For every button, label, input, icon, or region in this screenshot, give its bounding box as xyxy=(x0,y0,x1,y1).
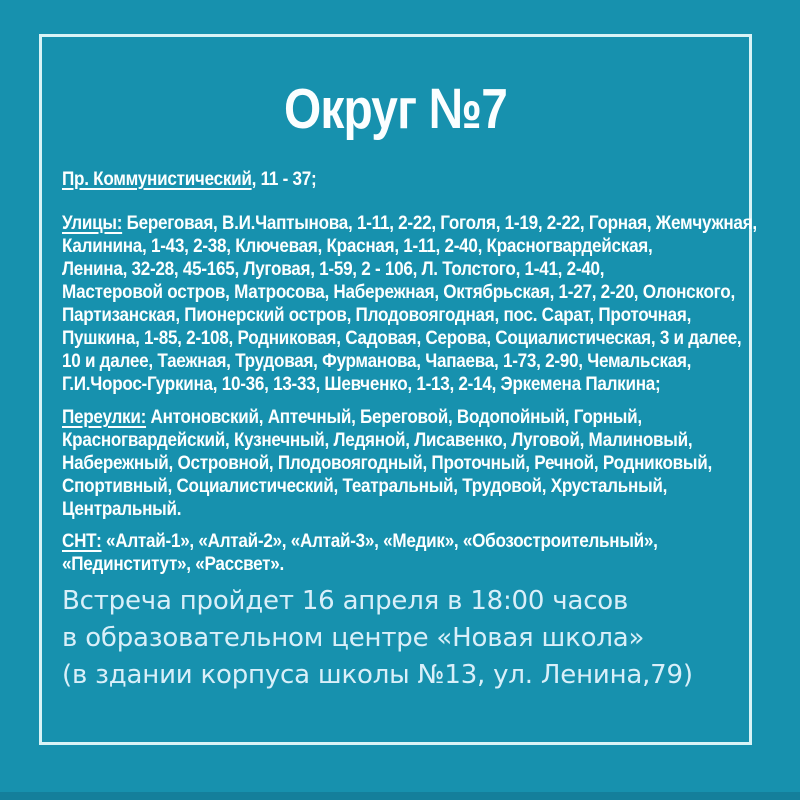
streets-label: Улицы: xyxy=(62,213,123,234)
bottom-edge-shade xyxy=(0,792,800,800)
prospekt-label: Пр. Коммунистический xyxy=(62,169,252,190)
streets-line: Пушкина, 1-85, 2-108, Родниковая, Садовая, Серова, Социалистическая, 3 и далее, xyxy=(62,328,742,349)
section-snt xyxy=(62,530,658,576)
lanes-label: Переулки: xyxy=(62,407,147,428)
lanes-line: Спортивный, Социалистический, Театральный, Трудовой, Хрустальный, xyxy=(62,476,668,497)
snt-line: «Пединститут», «Рассвет». xyxy=(62,554,284,575)
lanes-line: Красногвардейский, Кузнечный, Ледяной, Лисавенко, Луговой, Малиновый, xyxy=(62,430,693,451)
lanes-line: Набережный, Островной, Плодовоягодный, Проточный, Речной, Родниковый, xyxy=(62,453,712,474)
page-title: Округ №7 xyxy=(284,77,507,141)
streets-line: 10 и далее, Таежная, Трудовая, Фурманова, Чапаева, 1-73, 2-90, Чемальская, xyxy=(62,351,692,372)
streets-line: Партизанская, Пионерский остров, Плодовоягодная, пос. Сарат, Проточная, xyxy=(62,305,692,326)
announcement-line: в образовательном центре «Новая школа» xyxy=(62,623,645,653)
prospekt-range: , 11 - 37; xyxy=(251,169,317,190)
lanes-text: Антоновский, Аптечный, Береговой, Водопойный, Горный, xyxy=(146,407,642,428)
section-prospekt xyxy=(62,168,316,191)
snt-label: СНТ: xyxy=(62,531,102,552)
lanes-line xyxy=(62,406,712,429)
section-lanes xyxy=(62,406,712,521)
announcement-line: (в здании корпуса школы №13, ул. Ленина,79) xyxy=(62,660,693,690)
streets-text: Береговая, В.И.Чаптынова, 1-11, 2-22, Гоголя, 1-19, 2-22, Горная, Жемчужная, xyxy=(122,213,757,234)
lanes-line: Центральный. xyxy=(62,499,182,520)
snt-text: «Алтай-1», «Алтай-2», «Алтай-3», «Медик», «Обозостроительный», xyxy=(101,531,658,552)
announcement-line: Встреча пройдет 16 апреля в 18:00 часов xyxy=(62,586,629,616)
snt-line xyxy=(62,530,658,553)
streets-line: Г.И.Чорос-Гуркина, 10-36, 13-33, Шевченко, 1-13, 2-14, Эркемена Палкина; xyxy=(62,374,661,395)
streets-line xyxy=(62,212,757,235)
streets-line: Мастеровой остров, Матросова, Набережная, Октябрьская, 1-27, 2-20, Олонского, xyxy=(62,282,735,303)
meeting-announcement xyxy=(62,583,693,694)
streets-line: Калинина, 1-43, 2-38, Ключевая, Красная, 1-11, 2-40, Красногвардейская, xyxy=(62,236,653,257)
prospekt-line xyxy=(62,168,316,191)
streets-line: Ленина, 32-28, 45-165, Луговая, 1-59, 2 - 106, Л. Толстого, 1-41, 2-40, xyxy=(62,259,605,280)
section-streets xyxy=(62,212,757,396)
